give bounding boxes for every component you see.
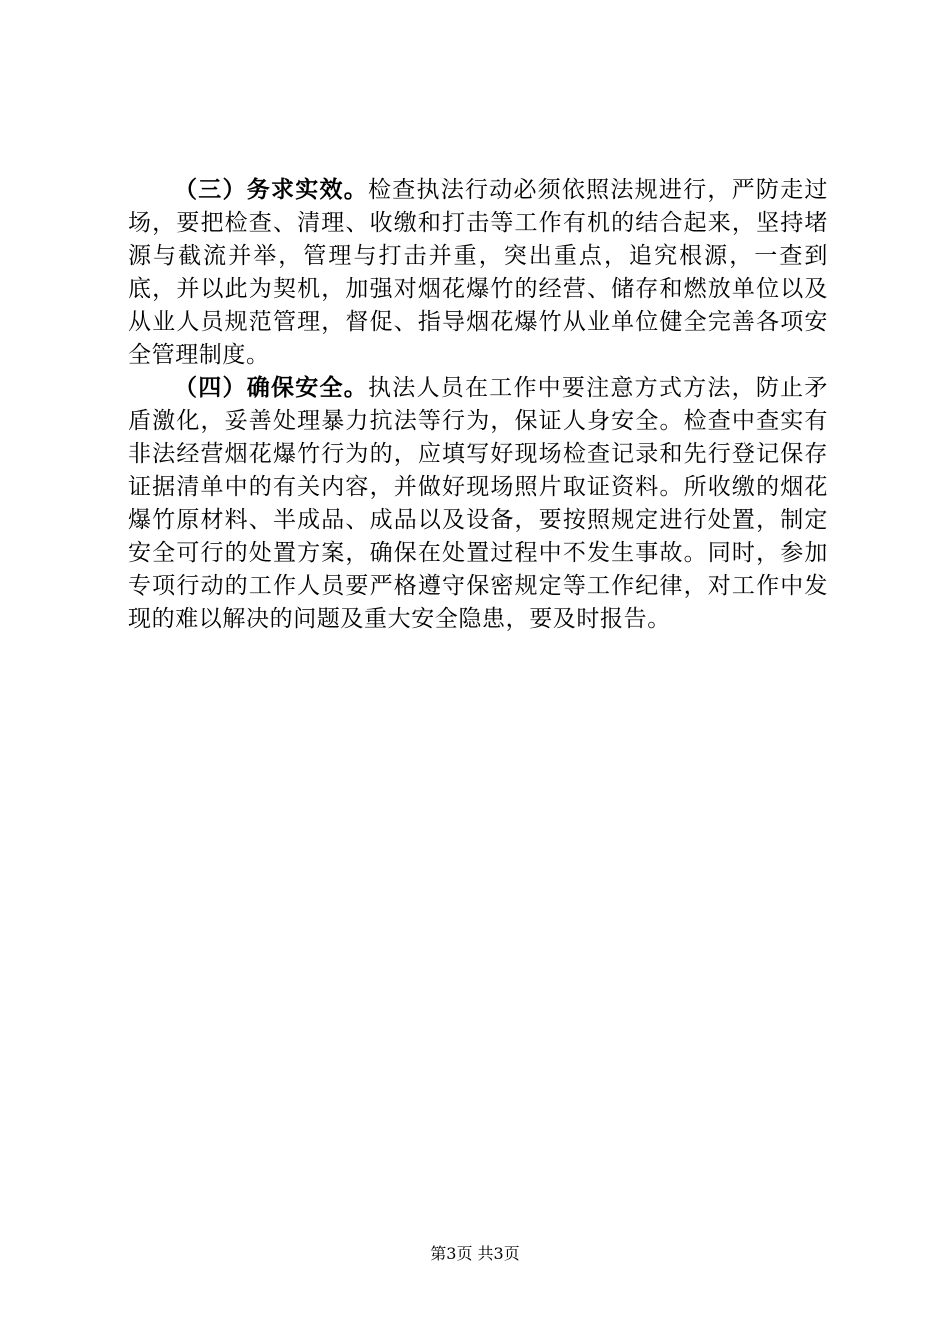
paragraph-heading: （四）确保安全。: [174, 375, 368, 401]
paragraph-text: 执法人员在工作中要注意方式方法，防止矛盾激化，妥善处理暴力抗法等行为，保证人身安全。检查中查实有非法经营烟花爆竹行为的，应填写好现场检查记录和先行登记保存证据清单中的有关内容，并做好现场照片取证资料。所收缴的烟花爆竹原材料、半成品、成品以及设备，要按照规定进行处置，制定安全可行的处置方案，确保在处置过程中不发生事故。同时，参加专项行动的工作人员要严格遵守保密规定等工作纪律，对工作中发现的难以解决的问题及重大安全隐患，要及时报告。: [128, 375, 828, 632]
paragraph-shiqiu-shixiao: [128, 174, 828, 372]
paragraph-heading: （三）务求实效。: [174, 177, 368, 203]
paragraph-text: 检查执法行动必须依照法规进行，严防走过场，要把检查、清理、收缴和打击等工作有机的结合起来，坚持堵源与截流并举，管理与打击并重，突出重点，追究根源，一查到底，并以此为契机，加强对烟花爆竹的经营、储存和燃放单位以及从业人员规范管理，督促、指导烟花爆竹从业单位健全完善各项安全管理制度。: [128, 177, 828, 368]
page-footer: 第3页 共3页: [430, 1244, 520, 1263]
paragraph-quebao-anquan: [128, 372, 828, 636]
document-body: [128, 174, 828, 636]
